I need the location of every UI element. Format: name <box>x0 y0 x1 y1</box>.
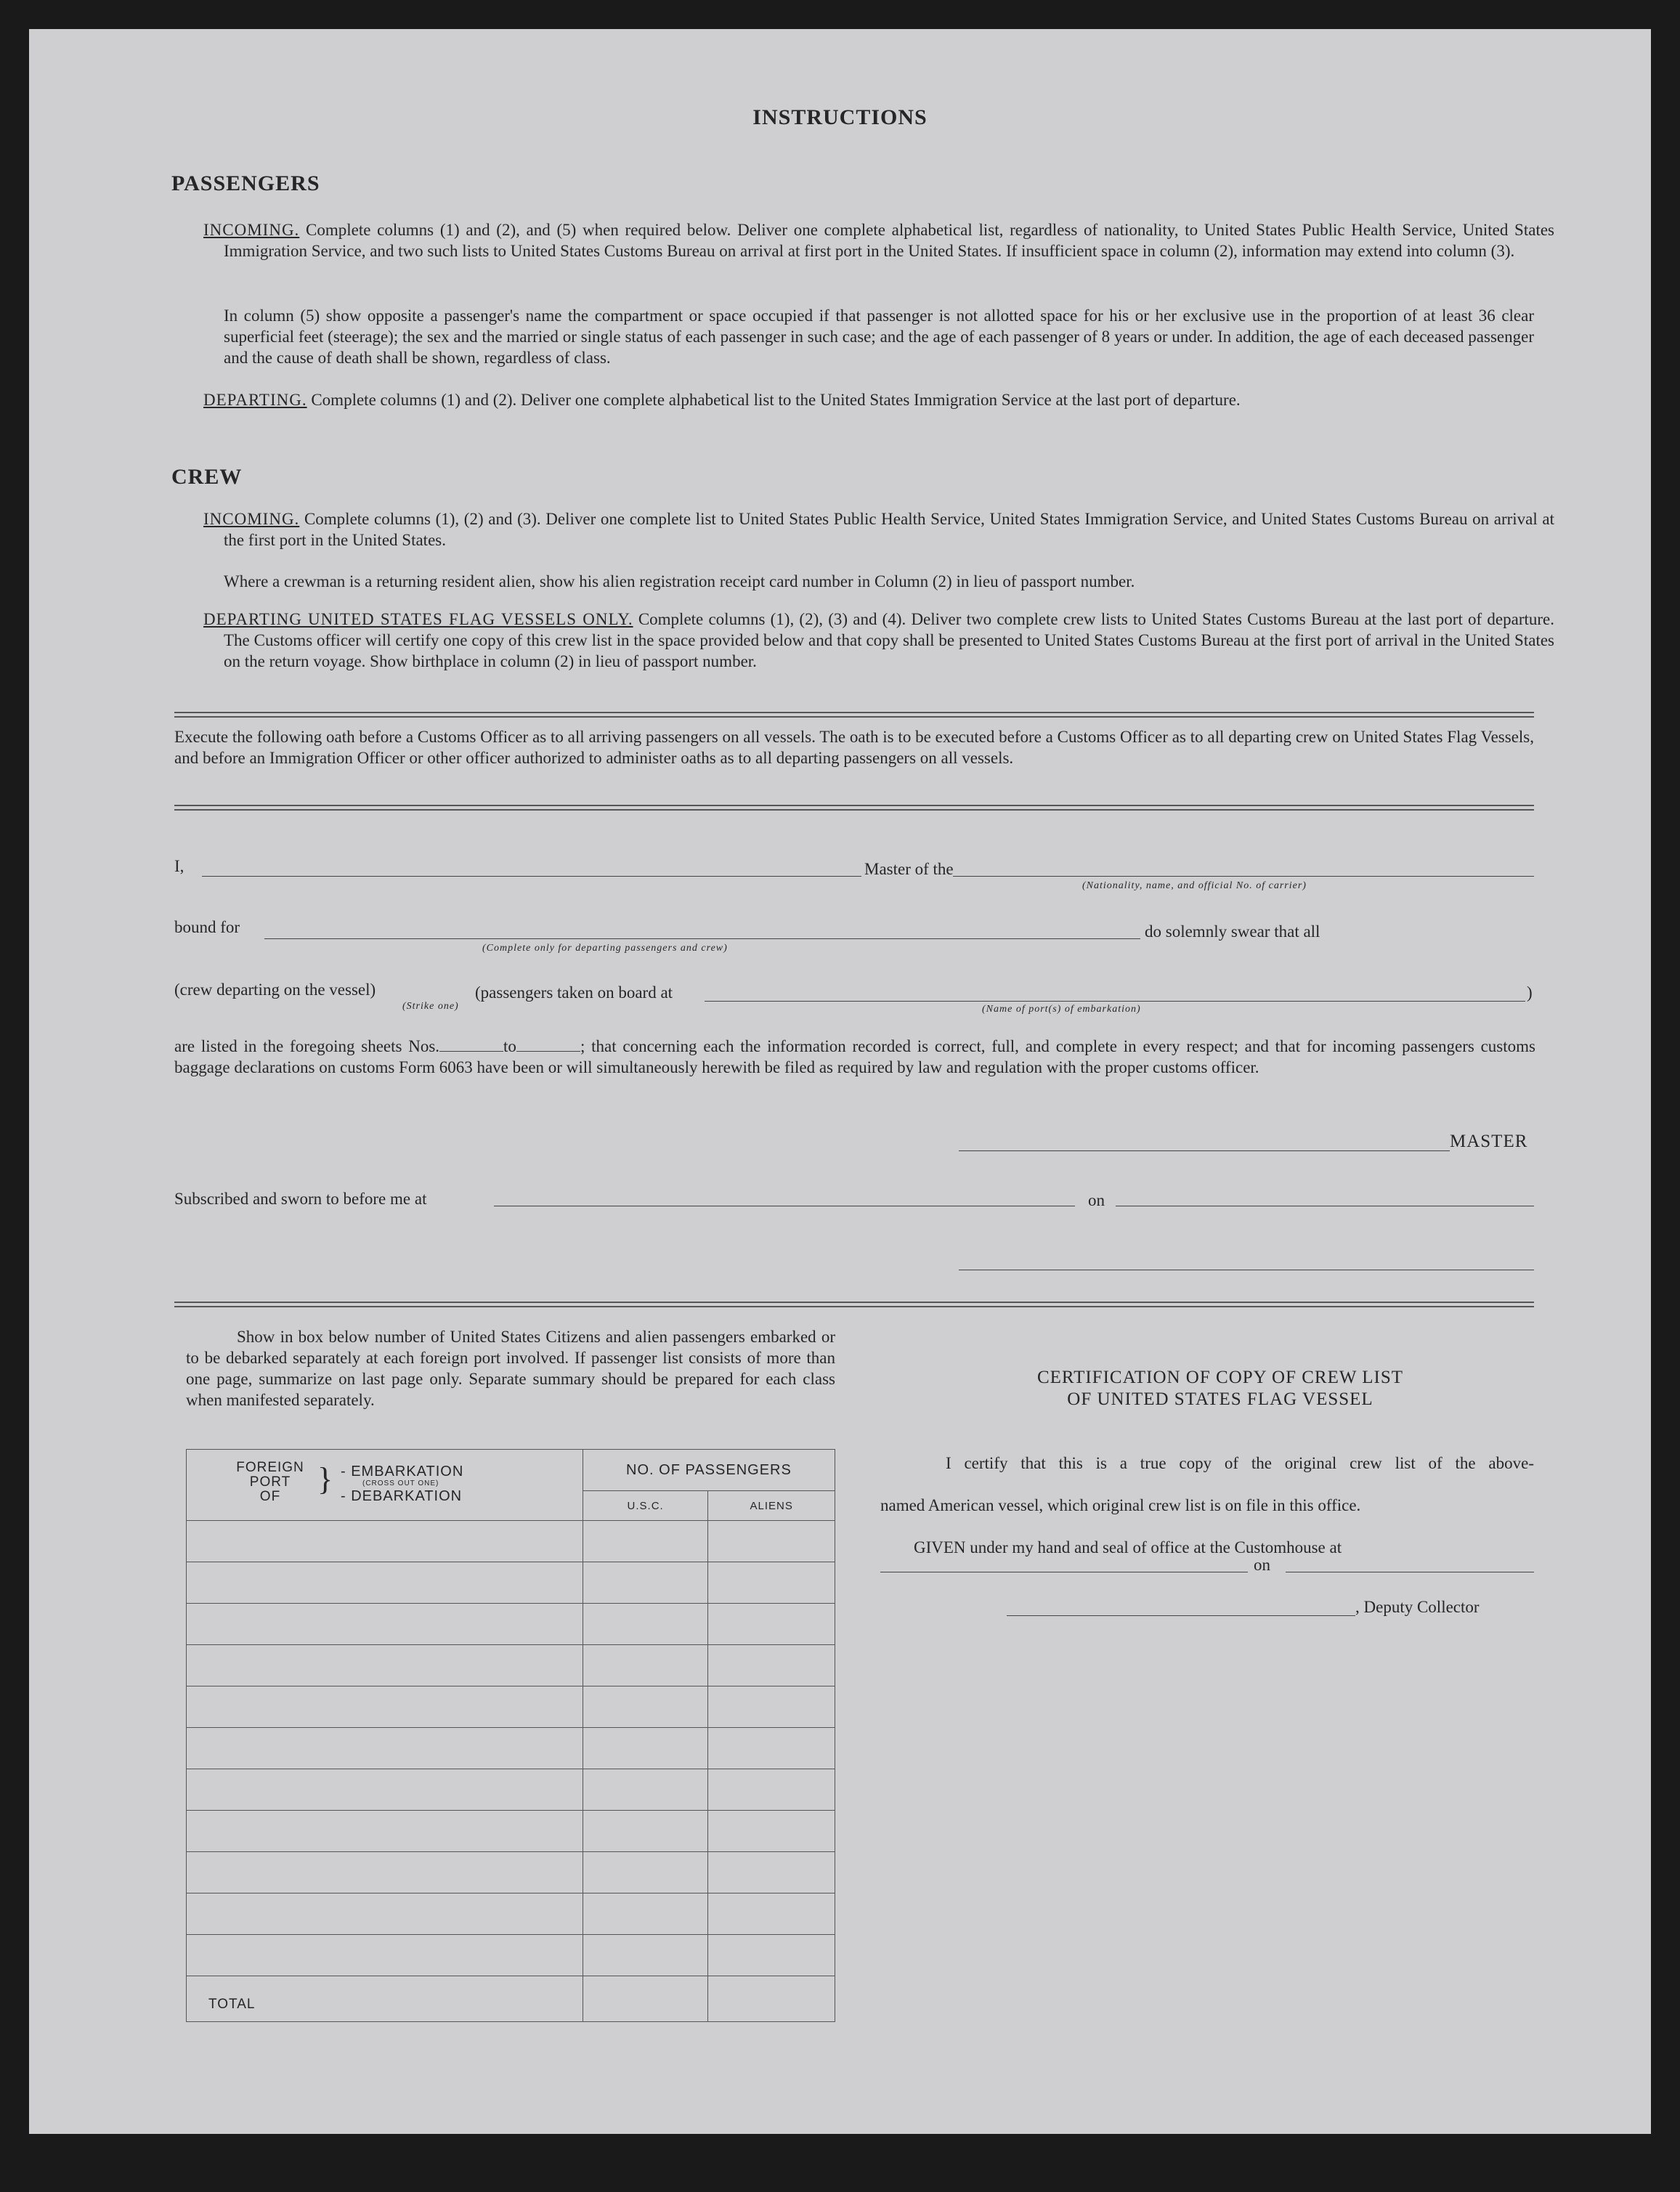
usc-count-cell[interactable] <box>583 1935 708 1976</box>
passenger-summary-table <box>186 1449 835 2022</box>
divider-double-1 <box>174 712 1534 718</box>
usc-count-cell[interactable] <box>583 1769 708 1811</box>
deputy-collector-label: , Deputy Collector <box>1355 1598 1480 1616</box>
passenger-row <box>187 1935 835 1976</box>
total-label-cell <box>187 1976 583 2022</box>
passenger-row <box>187 1728 835 1769</box>
passenger-row <box>187 1893 835 1935</box>
bound-for-label: bound for <box>174 918 240 936</box>
divider-double-3 <box>174 1302 1534 1307</box>
oath-instructions: Execute the following oath before a Customs Officer as to all arriving passengers on all vessels. The oath is to be executed before a Customs Officer as to all departing crew on United States Flag Vessels, and before an Immigration Officer or other officer authorized to administer oaths as to all departing passengers on all vessels. <box>174 728 1534 767</box>
passenger-row <box>187 1604 835 1645</box>
crew-departing-paragraph <box>203 609 1554 672</box>
port-cell[interactable] <box>187 1935 583 1976</box>
sheets-from-field[interactable] <box>439 1036 503 1052</box>
aliens-count-cell[interactable] <box>708 1604 835 1645</box>
port-cell[interactable] <box>187 1852 583 1893</box>
passenger-row <box>187 1811 835 1852</box>
total-aliens-cell[interactable] <box>708 1976 835 2022</box>
debarkation-option[interactable]: - DEBARKATION <box>341 1487 463 1504</box>
total-usc-cell[interactable] <box>583 1976 708 2022</box>
sheets-suffix: ; that concerning each the information recorded is correct, full, and complete in every respect; and that for incoming passengers customs baggage declarations on customs Form 6063 have been or will simultaneously herewith be filed as required by law and regulation with the proper customs officer. <box>174 1037 1535 1076</box>
aliens-count-cell[interactable] <box>708 1562 835 1604</box>
port-cell[interactable] <box>187 1728 583 1769</box>
crew-resident-paragraph: Where a crewman is a returning resident alien, show his alien registration receipt card number in Column (2) in lieu of passport number. <box>224 572 1135 590</box>
usc-count-cell[interactable] <box>583 1893 708 1935</box>
aliens-count-cell[interactable] <box>708 1811 835 1852</box>
bound-for-hint: (Complete only for departing passengers and crew) <box>482 943 728 954</box>
close-paren: ) <box>1527 983 1533 1002</box>
oath-i-label: I, <box>174 857 184 875</box>
crew-departing-option[interactable]: (crew departing on the vessel) <box>174 981 376 999</box>
aliens-count-cell[interactable] <box>708 1852 835 1893</box>
carrier-hint: (Nationality, name, and official No. of carrier) <box>1082 880 1307 891</box>
crew-incoming-label: INCOMING. <box>203 510 300 528</box>
sheets-to-field[interactable] <box>516 1036 580 1052</box>
usc-count-cell[interactable] <box>583 1686 708 1728</box>
port-cell[interactable] <box>187 1645 583 1686</box>
aliens-count-cell[interactable] <box>708 1645 835 1686</box>
certification-title-line1: CERTIFICATION OF COPY OF CREW LIST <box>1036 1368 1404 1387</box>
master-label: MASTER <box>1450 1132 1528 1151</box>
passenger-row <box>187 1769 835 1811</box>
ports-hint: (Name of port(s) of embarkation) <box>982 1004 1141 1015</box>
master-name-field[interactable] <box>202 876 861 877</box>
aliens-count-cell[interactable] <box>708 1521 835 1562</box>
usc-count-cell[interactable] <box>583 1604 708 1645</box>
given-line: GIVEN under my hand and seal of office at the Customhouse at <box>914 1538 1342 1556</box>
form-sheet <box>29 29 1651 2134</box>
foreign-word: FOREIGN <box>236 1459 304 1475</box>
aliens-count-cell[interactable] <box>708 1935 835 1976</box>
passenger-row <box>187 1521 835 1562</box>
oath-statement <box>174 1036 1535 1078</box>
brace-icon: } <box>317 1461 333 1497</box>
passengers-departing-label: DEPARTING. <box>203 391 307 409</box>
passenger-row <box>187 1645 835 1686</box>
aliens-count-cell[interactable] <box>708 1769 835 1811</box>
summary-instructions: Show in box below number of United States Citizens and alien passengers embarked or to be debarked separately at each foreign port involved. If passenger list consists of more than one page, summarize on last page only. Separate summary should be prepared for each class when manifested separately. <box>186 1328 835 1409</box>
passengers-incoming-paragraph <box>203 219 1554 261</box>
usc-count-cell[interactable] <box>583 1562 708 1604</box>
aliens-count-cell[interactable] <box>708 1893 835 1935</box>
embarkation-ports-field[interactable] <box>705 1001 1525 1002</box>
foreign-port-of <box>230 1461 310 1504</box>
port-cell[interactable] <box>187 1521 583 1562</box>
usc-count-cell[interactable] <box>583 1728 708 1769</box>
master-of-label: Master of the <box>864 860 954 878</box>
crew-departing-label: DEPARTING UNITED STATES FLAG VESSELS ONLY. <box>203 610 633 628</box>
certification-on-label: on <box>1254 1556 1270 1574</box>
passenger-row <box>187 1852 835 1893</box>
deputy-signature-field[interactable] <box>1007 1615 1355 1616</box>
passengers-taken-option[interactable]: (passengers taken on board at <box>475 983 673 1002</box>
usc-header: U.S.C. <box>583 1491 708 1521</box>
passengers-column5-paragraph: In column (5) show opposite a passenger's name the compartment or space occupied if that passenger is not allotted space for his or her exclusive use in the proportion of at least 36 clear superficial feet (steerage); the sex and the married or single status of each passenger in such case; and the age of each passenger of 8 years or under. In addition, the age of each deceased passenger and the cause of death shall be shown, regardless of class. <box>224 307 1534 367</box>
passenger-rows <box>187 1521 835 1976</box>
carrier-field[interactable] <box>953 876 1534 877</box>
passengers-incoming-text: Complete columns (1) and (2), and (5) when required below. Deliver one complete alphabetical list, regardless of nationality, to United States Public Health Service, United States Immigration Service, and two such lists to United States Customs Bureau on arrival at first port in the United States. If insufficient space in column (2), information may extend into column (3). <box>224 221 1554 260</box>
crew-departing-text: Complete columns (1), (2), (3) and (4). Deliver two complete crew lists to United States Customs Bureau at the last port of departure. The Customs officer will certify one copy of this crew list in the space provided below and that copy shall be presented to United States Customs Bureau at the first port of arrival in the United States on the return voyage. Show birthplace in column (2) in lieu of passport number. <box>224 610 1555 670</box>
usc-count-cell[interactable] <box>583 1521 708 1562</box>
certification-title <box>901 1367 1540 1410</box>
embarkation-option[interactable]: - EMBARKATION <box>341 1463 464 1479</box>
sworn-on-label: on <box>1088 1191 1105 1209</box>
certify-line1: I certify that this is a true copy of the original crew list of the above- <box>946 1454 1534 1472</box>
passengers-heading: PASSENGERS <box>171 171 320 195</box>
crew-incoming-text: Complete columns (1), (2) and (3). Deliver one complete list to United States Public Health Service, United States Immigration Service, and United States Customs Bureau on arrival at the first port in the United States. <box>224 510 1555 549</box>
usc-count-cell[interactable] <box>583 1645 708 1686</box>
strike-hint: (Strike one) <box>402 1001 459 1012</box>
passengers-incoming-label: INCOMING. <box>203 221 300 239</box>
usc-count-cell[interactable] <box>583 1852 708 1893</box>
total-label: TOTAL <box>208 1997 256 2012</box>
swear-label: do solemnly swear that all <box>1145 922 1320 941</box>
port-cell[interactable] <box>187 1893 583 1935</box>
bound-for-field[interactable] <box>264 938 1140 939</box>
crew-heading: CREW <box>171 465 243 489</box>
no-of-passengers-header: NO. OF PASSENGERS <box>583 1450 835 1491</box>
port-cell[interactable] <box>187 1686 583 1728</box>
port-cell[interactable] <box>187 1811 583 1852</box>
aliens-header: ALIENS <box>708 1491 835 1521</box>
port-cell[interactable] <box>187 1604 583 1645</box>
port-cell[interactable] <box>187 1562 583 1604</box>
crew-incoming-paragraph <box>203 508 1554 551</box>
port-header-cell <box>187 1450 583 1521</box>
passengers-departing-paragraph <box>203 389 1554 410</box>
page-title: INSTRUCTIONS <box>752 105 928 129</box>
master-signature-field[interactable] <box>959 1150 1450 1151</box>
certify-line2: named American vessel, which original crew list is on file in this office. <box>880 1496 1361 1514</box>
port-cell[interactable] <box>187 1769 583 1811</box>
certification-title-line2: OF UNITED STATES FLAG VESSEL <box>1067 1389 1373 1409</box>
aliens-count-cell[interactable] <box>708 1728 835 1769</box>
passengers-departing-text: Complete columns (1) and (2). Deliver one complete alphabetical list to the United States Immigration Service at the last port of departure. <box>311 391 1241 409</box>
sheets-prefix: are listed in the foregoing sheets Nos. <box>174 1037 440 1055</box>
passenger-row <box>187 1562 835 1604</box>
usc-count-cell[interactable] <box>583 1811 708 1852</box>
passenger-row <box>187 1686 835 1728</box>
sheets-to-label: to <box>503 1037 516 1055</box>
aliens-count-cell[interactable] <box>708 1686 835 1728</box>
divider-double-2 <box>174 805 1534 811</box>
subscribed-label: Subscribed and sworn to before me at <box>174 1190 427 1208</box>
of-word: OF <box>259 1488 281 1504</box>
port-word: PORT <box>249 1474 291 1490</box>
cross-out-hint: (CROSS OUT ONE) <box>362 1479 439 1487</box>
